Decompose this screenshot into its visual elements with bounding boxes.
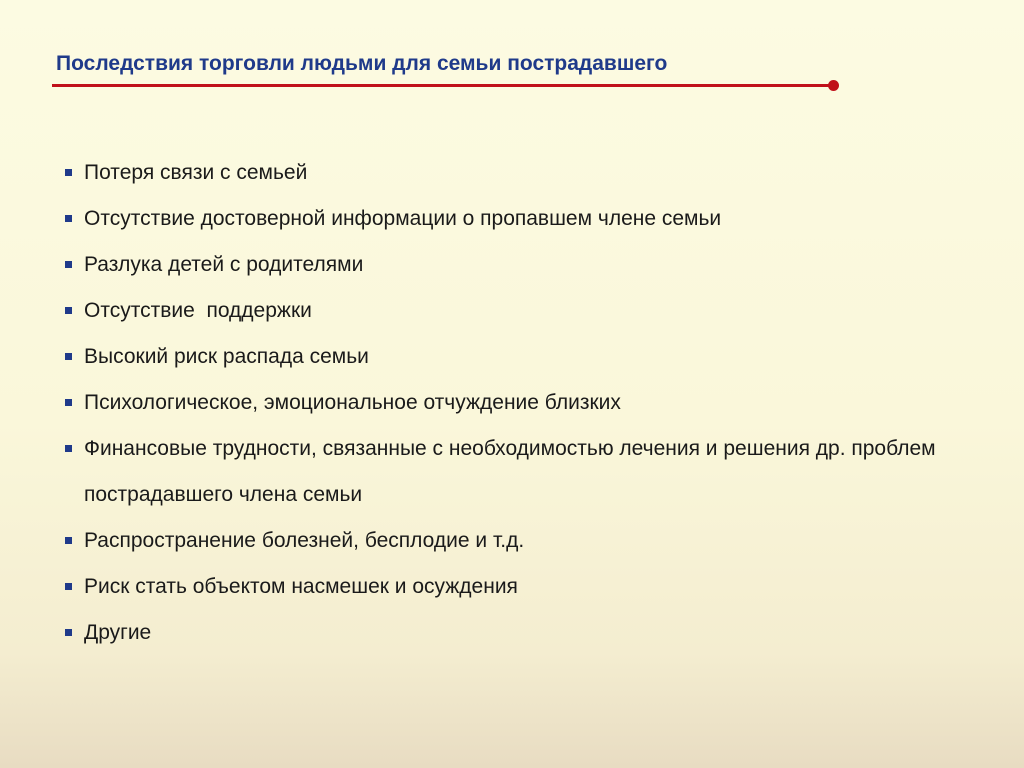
square-bullet-icon xyxy=(65,583,72,590)
square-bullet-icon xyxy=(65,261,72,268)
bullet-text: Высокий риск распада семьи xyxy=(84,345,369,368)
bullet-text: Разлука детей с родителями xyxy=(84,253,364,276)
title-underline-end-dot xyxy=(828,80,839,91)
bullet-item xyxy=(64,518,984,564)
square-bullet-icon xyxy=(65,537,72,544)
square-bullet-icon xyxy=(65,353,72,360)
square-bullet-icon xyxy=(65,445,72,452)
bullet-item xyxy=(64,426,984,518)
bullet-item xyxy=(64,334,984,380)
bullet-text: Отсутствие достоверной информации о пропавшем члене семьи xyxy=(84,207,722,230)
bullet-item xyxy=(64,288,984,334)
slide-title: Последствия торговли людьми для семьи пострадавшего xyxy=(56,52,668,75)
square-bullet-icon xyxy=(65,169,72,176)
bullet-item xyxy=(64,150,984,196)
bullet-item xyxy=(64,564,984,610)
bullet-text: Отсутствие поддержки xyxy=(84,299,312,322)
bullet-text: Риск стать объектом насмешек и осуждения xyxy=(84,575,518,598)
bullet-text: Психологическое, эмоциональное отчуждение близких xyxy=(84,391,621,414)
bullet-text: Потеря связи с семьей xyxy=(84,161,308,184)
bullet-text: Другие xyxy=(84,621,152,644)
bullet-item xyxy=(64,242,984,288)
bullet-item xyxy=(64,380,984,426)
bullet-list xyxy=(64,150,984,656)
square-bullet-icon xyxy=(65,629,72,636)
bullet-text: Финансовые трудности, связанные с необходимостью лечения и решения др. проблем пострадавшего члена семьи xyxy=(84,437,942,506)
square-bullet-icon xyxy=(65,215,72,222)
bullet-text: Распространение болезней, бесплодие и т.д. xyxy=(84,529,525,552)
bullet-item xyxy=(64,610,984,656)
title-underline xyxy=(52,84,832,87)
bullet-item xyxy=(64,196,984,242)
square-bullet-icon xyxy=(65,399,72,406)
square-bullet-icon xyxy=(65,307,72,314)
